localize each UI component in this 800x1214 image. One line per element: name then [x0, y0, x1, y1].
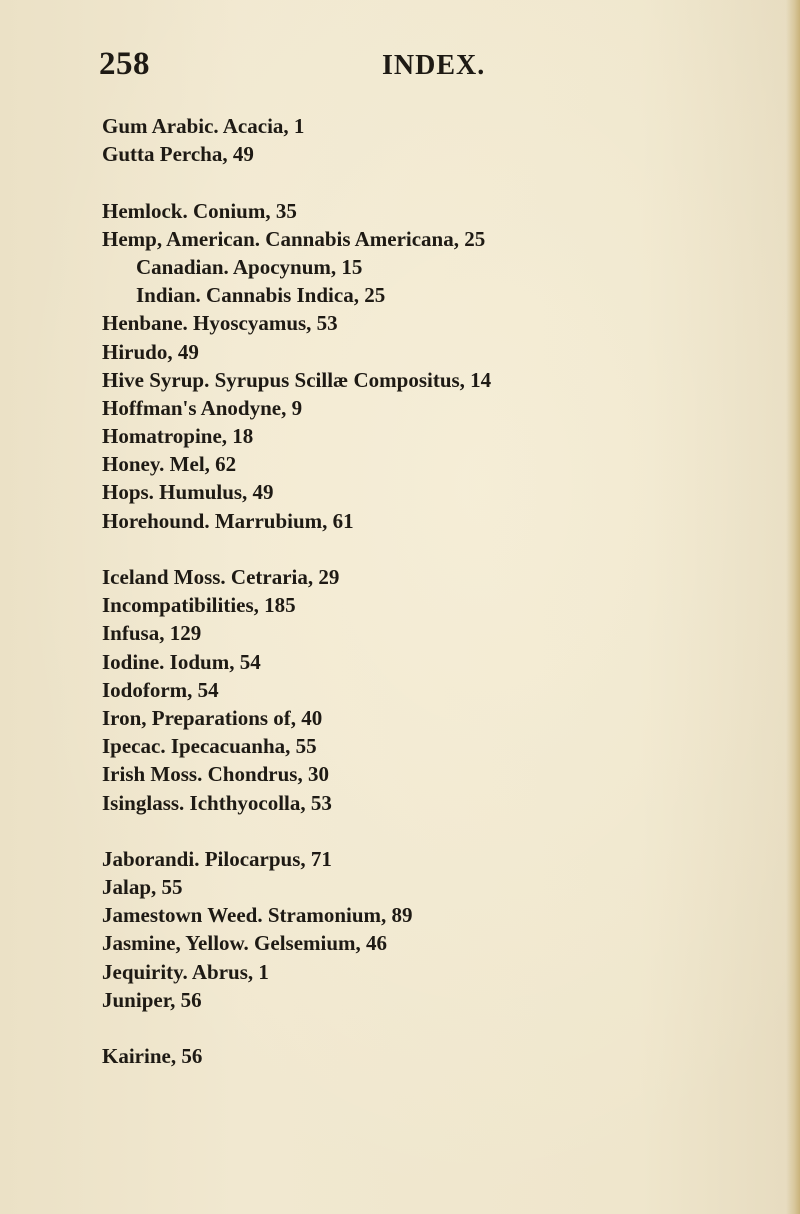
page-number: 258	[99, 46, 150, 82]
index-entry: Hive Syrup. Syrupus Scillæ Compositus, 14	[102, 367, 492, 392]
group-spacer	[102, 817, 782, 845]
page-edge	[786, 0, 800, 1214]
index-entry: Iodine. Iodum, 54	[102, 649, 261, 674]
index-entry: Infusa, 129	[102, 621, 202, 646]
group-spacer	[102, 168, 782, 196]
index-entry: Hemlock. Conium, 35	[102, 198, 297, 223]
index-entry: Iodoform, 54	[102, 677, 219, 702]
index-entry: Jamestown Weed. Stramonium, 89	[102, 903, 413, 928]
index-entry: Hops. Humulus, 49	[102, 480, 274, 505]
index-entry: Horehound. Marrubium, 61	[102, 508, 354, 533]
group-spacer	[102, 1014, 782, 1042]
index-entry: Isinglass. Ichthyocolla, 53	[102, 790, 332, 815]
index-entry: Hirudo, 49	[102, 339, 199, 364]
group-spacer	[102, 535, 782, 563]
index-entry: Honey. Mel, 62	[102, 452, 237, 477]
index-entry: Jalap, 55	[102, 875, 183, 900]
index-entry: Iron, Preparations of, 40	[102, 705, 323, 730]
index-entry: Gum Arabic. Acacia, 1	[102, 114, 305, 138]
index-entry: Irish Moss. Chondrus, 30	[102, 762, 329, 787]
index-entry: Jaborandi. Pilocarpus, 71	[102, 846, 332, 871]
index-entry: Jequirity. Abrus, 1	[102, 959, 269, 984]
index-subentry: Canadian. Apocynum, 15	[136, 254, 363, 279]
index-entry: Hemp, American. Cannabis Americana, 25	[102, 226, 486, 251]
index-entry: Henbane. Hyoscyamus, 53	[102, 311, 338, 336]
index-entry: Jasmine, Yellow. Gelsemium, 46	[102, 931, 388, 956]
index-entries	[102, 112, 782, 1070]
page-header	[0, 46, 800, 90]
index-entry: Hoffman's Anodyne, 9	[102, 395, 303, 420]
index-entry: Kairine, 56	[102, 1044, 203, 1069]
index-entry: Iceland Moss. Cetraria, 29	[102, 565, 340, 589]
running-head: INDEX.	[382, 50, 486, 81]
index-subentry: Indian. Cannabis Indica, 25	[136, 283, 386, 308]
index-entry: Homatropine, 18	[102, 424, 254, 449]
index-entry: Juniper, 56	[102, 987, 202, 1012]
index-entry: Gutta Percha, 49	[102, 142, 254, 167]
index-entry: Incompatibilities, 185	[102, 593, 296, 618]
index-entry: Ipecac. Ipecacuanha, 55	[102, 734, 317, 759]
